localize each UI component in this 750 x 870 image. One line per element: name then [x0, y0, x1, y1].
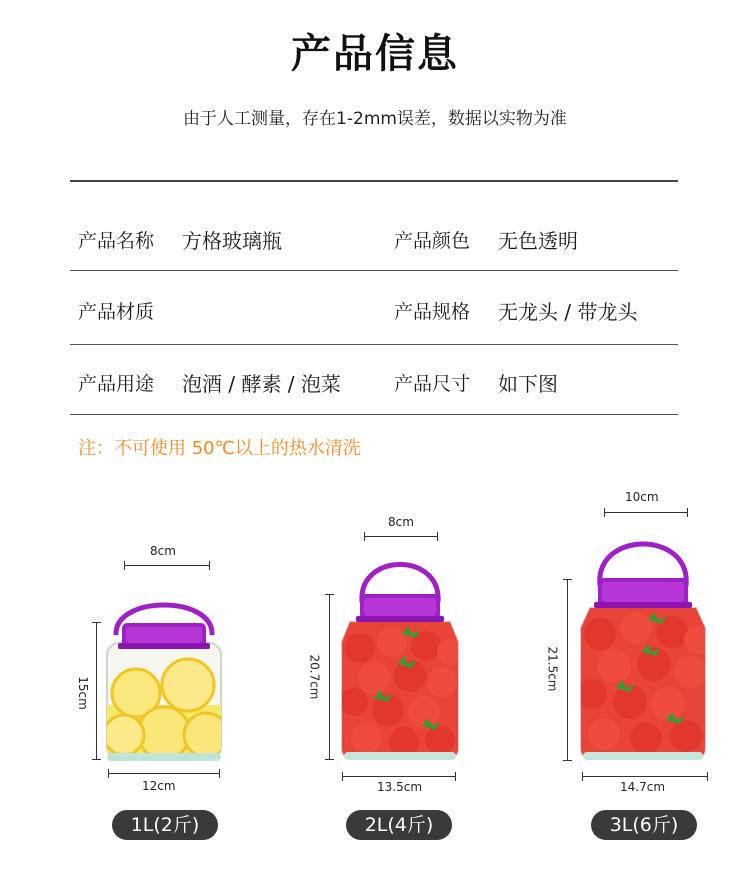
jar1-height: 15cm	[75, 676, 90, 710]
jar3-bottom-dimension-line	[582, 776, 708, 777]
measurement-disclaimer: 由于人工测量，存在1-2mm误差，数据以实物为准	[183, 109, 567, 129]
jar2-capacity-badge: 2L(4斤)	[346, 810, 452, 840]
spec-spec-value: 无龙头 / 带龙头	[498, 300, 638, 324]
spec-spec-label: 产品规格	[394, 301, 471, 323]
spec-name-label: 产品名称	[78, 230, 155, 252]
jar3-top-dimension-line	[604, 512, 688, 513]
jar2-bottom-dimension-line	[342, 776, 456, 777]
spec-use-value: 泡酒 / 酵素 / 泡菜	[182, 372, 341, 396]
table-rule-2	[70, 344, 678, 345]
jar1-bottom-width: 12cm	[142, 779, 176, 793]
jar1-top-dimension-line	[124, 565, 210, 566]
jar2-height-dimension-line	[329, 594, 330, 760]
table-rule-top	[70, 180, 678, 182]
lemon-jar-icon	[104, 585, 224, 765]
spec-color-value: 无色透明	[498, 229, 578, 253]
strawberry-jar-icon	[340, 552, 460, 764]
strawberry-jar-icon	[578, 530, 708, 764]
table-rule-1	[70, 270, 678, 271]
jar1-height-dimension-line	[96, 622, 97, 760]
page-title: 产品信息	[291, 31, 459, 77]
jar2-bottom-width: 13.5cm	[377, 780, 423, 794]
care-note: 注：不可使用 50℃以上的热水清洗	[78, 438, 361, 459]
jar1-capacity-badge: 1L(2斤)	[112, 810, 218, 840]
jar2-top-dimension-line	[364, 536, 438, 537]
spec-material-label: 产品材质	[78, 301, 155, 323]
jar2-top-width: 8cm	[388, 515, 414, 529]
jar3-height: 21.5cm	[545, 646, 560, 692]
jar3-bottom-width: 14.7cm	[620, 780, 666, 794]
jar2-height: 20.7cm	[307, 654, 322, 700]
jar3-height-dimension-line	[567, 579, 568, 761]
jar1-bottom-dimension-line	[108, 773, 220, 774]
jar3-capacity-badge: 3L(6斤)	[591, 810, 697, 840]
jar1-top-width: 8cm	[150, 544, 176, 558]
spec-size-label: 产品尺寸	[394, 373, 471, 395]
spec-color-label: 产品颜色	[394, 230, 471, 252]
spec-size-value: 如下图	[498, 372, 558, 396]
table-rule-bottom	[70, 414, 678, 415]
spec-name-value: 方格玻璃瓶	[182, 229, 282, 253]
jar3-top-width: 10cm	[625, 490, 659, 504]
spec-use-label: 产品用途	[78, 373, 155, 395]
